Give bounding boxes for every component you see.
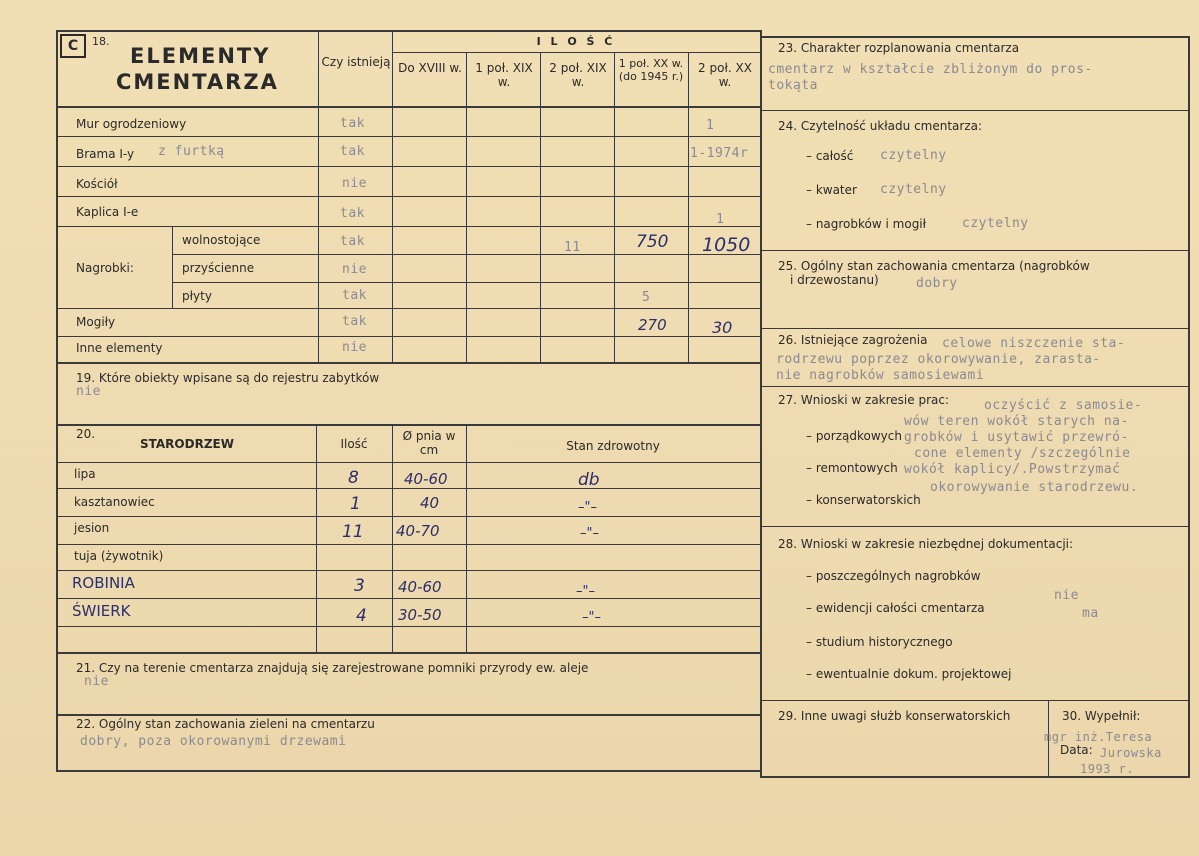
col-header-2: 1 poł. XIX w.: [475, 61, 533, 89]
row-c5-mogily: 30: [712, 318, 733, 337]
s25-value: dobry: [916, 276, 958, 291]
s25-label-2: i drzewostanu): [790, 273, 879, 287]
s30-label: 30. Wypełnił:: [1062, 709, 1141, 723]
s21-label: 21. Czy na terenie cmentarza znajdują się zarejestrowane pomniki przyrody ew. aleje: [76, 661, 589, 675]
row-czy-brama: tak: [340, 144, 365, 159]
tree-stan-jesion: –"–: [580, 526, 599, 541]
s28-studium: – studium historycznego: [806, 635, 953, 649]
row-extra-brama: z furtką: [158, 144, 225, 159]
section-c-box: C: [60, 34, 86, 58]
s30-value-2: Jurowska: [1100, 746, 1162, 760]
s20-number: 20.: [76, 427, 96, 441]
row-c5-brama: 1-1974r: [690, 146, 749, 161]
s22-value: dobry, poza okorowanymi drzewami: [80, 734, 347, 749]
s29-label: 29. Inne uwagi służb konserwatorskich: [778, 709, 1011, 723]
tree-name-kasztanowiec: kasztanowiec: [74, 495, 155, 509]
row-c5-mur: 1: [706, 118, 715, 133]
s24-calosc-value: czytelny: [880, 148, 947, 163]
s20-stan-header: Stan zdrowotny: [566, 439, 660, 453]
s23-label: 23. Charakter rozplanowania cmentarza: [778, 41, 1020, 55]
s28-value-1: nie: [1054, 588, 1079, 603]
tree-stan-swierk: –"–: [582, 610, 601, 625]
s24-kwater-value: czytelny: [880, 182, 947, 197]
tree-ilosc-robinia: 3: [354, 576, 365, 596]
s26-value-3: nie nagrobków samosiewami: [776, 368, 985, 383]
col-header-1: Do XVIII w.: [398, 61, 462, 75]
row-c4-plyty: 5: [642, 290, 651, 305]
s28-value-2: ma: [1082, 606, 1099, 621]
s30-value: mgr inż.Teresa: [1044, 730, 1153, 744]
s18-title-line1: ELEMENTY: [130, 44, 271, 68]
s26-label: 26. Istniejące zagrożenia: [778, 333, 928, 347]
tree-pnia-swierk: 30-50: [398, 606, 442, 624]
nagrobki-label: Nagrobki:: [76, 261, 134, 275]
s18-number: 18.: [92, 35, 110, 48]
s24-nagrobki-value: czytelny: [962, 216, 1029, 231]
tree-pnia-jesion: 40-70: [396, 522, 440, 540]
tree-name-robinia: ROBINIA: [72, 574, 135, 592]
s19-value: nie: [76, 384, 101, 399]
row-label-kaplica: Kaplica I-e: [76, 205, 139, 219]
row-label-wolnostojace: wolnostojące: [182, 233, 261, 247]
col-header-4: 1 poł. XX w. (do 1945 r.): [618, 57, 684, 83]
s27-porzadkowych: – porządkowych: [806, 429, 902, 443]
s28-nagrobkow: – poszczególnych nagrobków: [806, 569, 981, 583]
s20-title: STARODRZEW: [140, 437, 234, 451]
s27-value-2: wów teren wokół starych na-: [904, 414, 1129, 429]
row-c4-mogily: 270: [638, 316, 667, 334]
s28-label: 28. Wnioski w zakresie niezbędnej dokumentacji:: [778, 537, 1074, 551]
s27-value-5: wokół kaplicy/.Powstrzymać: [904, 462, 1121, 477]
row-label-plyty: płyty: [182, 289, 212, 303]
row-c4-wolnostojace: 750: [636, 232, 669, 252]
row-label-kosciol: Kościół: [76, 177, 118, 191]
col-header-5: 2 poł. XX w.: [698, 61, 752, 89]
s30-value-3: 1993 r.: [1080, 762, 1135, 776]
s28-projektowej: – ewentualnie dokum. projektowej: [806, 667, 1012, 681]
tree-stan-lipa: db: [578, 470, 600, 490]
s26-value-2: rodrzewu poprzez okorowywanie, zarasta-: [776, 352, 1101, 367]
tree-stan-robinia: –"–: [576, 584, 595, 599]
s24-label: 24. Czytelność układu cmentarza:: [778, 119, 983, 133]
tree-ilosc-kasztanowiec: 1: [350, 494, 361, 514]
s22-label: 22. Ogólny stan zachowania zieleni na cmentarzu: [76, 717, 375, 731]
czy-istnieja-header: Czy istnieją: [321, 55, 391, 69]
tree-pnia-kasztanowiec: 40: [420, 494, 440, 512]
tree-pnia-robinia: 40-60: [398, 578, 442, 596]
s27-value-3: grobków i usytawić przewró-: [904, 430, 1129, 445]
tree-name-swierk: ŚWIERK: [72, 602, 131, 620]
s27-value-1: oczyścić z samosie-: [984, 398, 1143, 413]
row-czy-kaplica: tak: [340, 206, 365, 221]
row-c5-kaplica: 1: [716, 212, 725, 227]
s18-title-line2: CMENTARZA: [116, 70, 279, 94]
tree-stan-kasztanowiec: –"–: [578, 500, 597, 515]
tree-ilosc-swierk: 4: [356, 606, 367, 626]
data-label: Data:: [1060, 743, 1093, 757]
row-czy-kosciol: nie: [342, 176, 367, 191]
row-label-inne: Inne elementy: [76, 341, 163, 355]
s21-value: nie: [84, 674, 109, 689]
s24-calosc-label: – całość: [806, 149, 854, 163]
s27-remontowych: – remontowych: [806, 461, 898, 475]
row-label-brama: Brama I-y: [76, 147, 135, 161]
s20-ilosc-header: Ilość: [340, 437, 368, 451]
s27-value-6: okorowywanie starodrzewu.: [930, 480, 1139, 495]
row-czy-mogily: tak: [342, 314, 367, 329]
s27-value-4: cone elementy /szczególnie: [914, 446, 1131, 461]
s28-ewidencji: – ewidencji całości cmentarza: [806, 601, 985, 615]
s23-value-2: tokąta: [768, 78, 818, 93]
row-czy-mur: tak: [340, 116, 365, 131]
row-label-mur: Mur ogrodzeniowy: [76, 117, 187, 131]
row-czy-inne: nie: [342, 340, 367, 355]
s26-value-1: celowe niszczenie sta-: [942, 336, 1126, 351]
s19-label: 19. Które obiekty wpisane są do rejestru zabytków: [76, 371, 380, 385]
row-czy-wolnostojace: tak: [340, 234, 365, 249]
tree-name-lipa: lipa: [74, 467, 96, 481]
s27-konserwatorskich: – konserwatorskich: [806, 493, 921, 507]
col-header-3: 2 poł. XIX w.: [549, 61, 607, 89]
s23-value-1: cmentarz w kształcie zbliżonym do pros-: [768, 62, 1093, 77]
tree-ilosc-jesion: 11: [342, 522, 364, 542]
row-c3-wolnostojace: 11: [564, 240, 581, 255]
row-czy-przyscienne: nie: [342, 262, 367, 277]
tree-pnia-lipa: 40-60: [404, 470, 448, 488]
tree-ilosc-lipa: 8: [348, 468, 359, 488]
s20-pnia-header: Ø pnia w cm: [402, 429, 456, 457]
row-label-mogily: Mogiły: [76, 315, 116, 329]
s27-label: 27. Wnioski w zakresie prac:: [778, 393, 950, 407]
s24-kwater-label: – kwater: [806, 183, 857, 197]
tree-name-jesion: jesion: [74, 521, 110, 535]
row-label-przyscienne: przyścienne: [182, 261, 255, 275]
s25-label-1: 25. Ogólny stan zachowania cmentarza (nagrobków: [778, 259, 1090, 273]
s24-nagrobki-label: – nagrobków i mogił: [806, 217, 927, 231]
row-c5-wolnostojace: 1050: [702, 234, 751, 256]
row-czy-plyty: tak: [342, 288, 367, 303]
tree-name-tuja: tuja (żywotnik): [74, 549, 164, 563]
ilosc-header: I L O Ś Ć: [536, 35, 616, 48]
